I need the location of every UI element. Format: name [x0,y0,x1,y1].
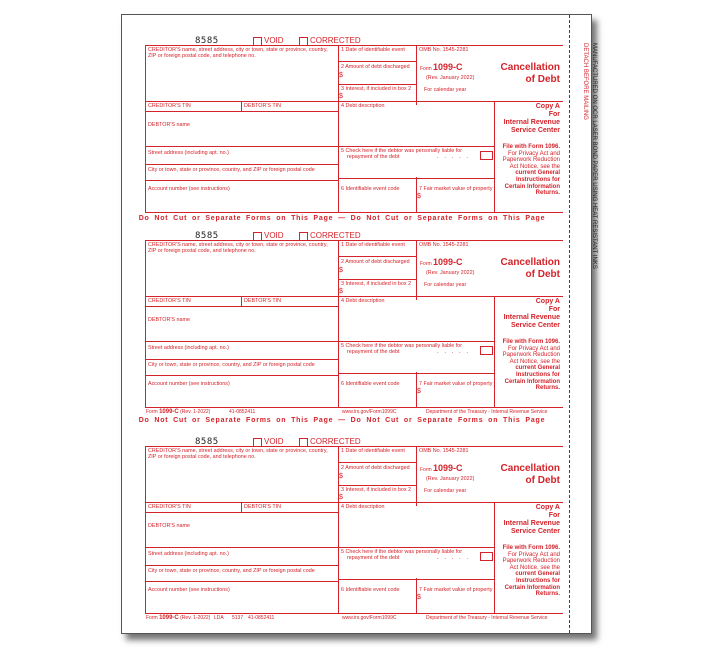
box5-label: 5 Check here if the debtor was personally liable for [341,549,463,555]
footer-cat: 41-0852411 [229,409,256,415]
box5-checkbox[interactable] [480,552,493,561]
footer-url: www.irs.gov/Form1099C [342,615,397,621]
omb-number: OMB No. 1545-2281 [419,448,469,454]
form-code: 8585 [195,231,219,241]
account-label: Account number (see instructions) [148,587,230,593]
box4-label: 4 Debt description [341,103,385,109]
footer-dept: Department of the Treasury - Internal Revenue Service [426,409,548,415]
calendar-year: For calendar year [424,488,467,494]
account-label: Account number (see instructions) [148,186,230,192]
corrected-label: CORRECTED [310,437,361,446]
form-sheet: DETACH BEFORE MAILING MANUFACTURED ON OCR LASER BOND PAPER USING HEAT RESISTANT INKS 8585 VOID CORRECTED CREDITOR'S name, street address, city or town, state or province, country, ZIP or foreign postal code, and telephone no. 1 Date of identifiable event OMB No. 1545-2281 2 Amount of debt discharged $ Form 1099-C (Rev. January 2022) 3 Interest, if included in box 2 $ For calendar year Cancellation of Debt CREDITOR'S TIN DEBTOR'S TIN 4 Debt description Copy A For Internal Revenue Service Center DEBTOR'S name File with Form 1096. For Privacy Act and Paperwork Reduction Act Notice, see the current General Instructions for Certain Information Returns. Street address (including apt. no.) 5 Check here if the debtor was personally liable for repayment of the debt . . . . . City or town, state or province, country, and ZIP or foreign postal code Account number (see instructions) 6 Identifiable event code 7 Fair market value of property $ Do Not Cut or Separate Forms on This Page — Do Not Cut or Separate Forms on This Page 8585 VOID CORRECTED CREDITOR'S name, street address, city or town, state or province, country, ZIP or foreign postal code, and telephone no. 1 Date of identifiable event OMB No. 1545-2281 2 Amount of debt discharged $ Form 1099-C (Rev. January 2022) 3 Interest, if included in box 2 $ For calendar year Cancellation of Debt CREDITOR'S TIN DEBTOR'S TIN 4 Debt description Copy A For Internal Revenue Service Center DEBTOR'S name File with Form 1096. For Privacy Act and Paperwork Reduction Act Notice, see the current General Instructions for Certain Information Returns. Street address (including apt. no.) 5 Check here if the debtor was personally liable for repayment of the debt . . . . . City or town, state or province, country, and ZIP or foreign postal code Account number (see instructions) 6 Identifiable event code 7 Fair market value of property $ Form 1099-C (Rev. 1-2022) 41-0852411 www.irs.gov/Form1099C Department of the Treasury - Internal Revenue Service Do Not Cut or Separate Forms on This Page — Do Not Cut or Separate Forms on This Page 8585 VOID CORRECTED CREDITOR'S name, street address, city or town, state or province, country, ZIP or foreign postal code, and telephone no. 1 Date of identifiable event OMB No. 1545-2281 2 Amount of debt discharged $ Form 1099-C (Rev. January 2022) 3 Interest, if included in box 2 $ For calendar year Cancellation of Debt CREDITOR'S TIN DEBTOR'S TIN 4 Debt description Copy A For Internal Revenue Service Center DEBTOR'S name File with Form 1096. For Privacy Act and Paperwork Reduction Act Notice, see the current General Instructions for Certain Information Returns. Street address (including apt. no.) 5 Check here if the debtor was personally liable for repayment of the debt . . . . . City or town, state or province, country, and ZIP or foreign postal code Account number (see instructions) 6 Identifiable event code 7 Fair market value of property $ Form 1099-C (Rev. 1-2022) LDA 5137 41-0852411 www.irs.gov/Form1099C Department of the Treasury - Internal Revenue Service [121,14,592,634]
copy-a-block: Copy A For Internal Revenue Service Center [503,298,560,329]
box5-checkbox[interactable] [480,346,493,355]
box7-dollar: $ [417,193,421,200]
box5-label-2: repayment of the debt [347,154,400,160]
box3-dollar: $ [339,93,343,100]
form-footer: Form 1099-C (Rev. 1-2022) [146,409,211,415]
omb-number: OMB No. 1545-2281 [419,242,469,248]
form-word: Form [420,261,432,267]
box3-dollar: $ [339,494,343,501]
footer-url: www.irs.gov/Form1099C [342,409,397,415]
creditor-tin-label: CREDITOR'S TIN [148,504,191,510]
debtor-name-label: DEBTOR'S name [148,523,190,529]
box5-label-2: repayment of the debt [347,555,400,561]
street-label: Street address (including apt. no.) [148,150,229,156]
form-code: 8585 [195,437,219,447]
void-label: VOID [264,36,284,45]
box6-label: 6 Identifiable event code [341,186,400,192]
instructions-block: File with Form 1096. For Privacy Act and Paperwork Reduction Act Notice, see the current General Instructions for Certain Information Returns. [502,545,560,598]
box7-dollar: $ [417,594,421,601]
omb-number: OMB No. 1545-2281 [419,47,469,53]
form-word: Form [420,467,432,473]
box1-label: 1 Date of identifiable event [341,242,405,248]
box2-label: 2 Amount of debt discharged [341,259,410,265]
box7-label: 7 Fair market value of property [419,381,493,387]
calendar-year: For calendar year [424,282,467,288]
form-number: 1099-C [433,62,463,72]
box4-label: 4 Debt description [341,504,385,510]
debtor-tin-label: DEBTOR'S TIN [244,298,282,304]
street-label: Street address (including apt. no.) [148,345,229,351]
box2-dollar: $ [339,267,343,274]
form-number: 1099-C [433,463,463,473]
box4-label: 4 Debt description [341,298,385,304]
creditor-tin-label: CREDITOR'S TIN [148,103,191,109]
revision: (Rev. January 2022) [426,270,475,276]
debtor-tin-label: DEBTOR'S TIN [244,103,282,109]
copy-a-block: Copy A For Internal Revenue Service Center [503,504,560,535]
revision: (Rev. January 2022) [426,75,475,81]
corrected-label: CORRECTED [310,36,361,45]
perforation-line [569,15,570,633]
form-code: 8585 [195,36,219,46]
box5-checkbox[interactable] [480,151,493,160]
debtor-name-label: DEBTOR'S name [148,122,190,128]
form-word: Form [420,66,432,72]
box7-dollar: $ [417,388,421,395]
do-not-cut-notice: Do Not Cut or Separate Forms on This Page — Do Not Cut or Separate Forms on This Page [138,417,546,424]
box2-label: 2 Amount of debt discharged [341,64,410,70]
box5-label: 5 Check here if the debtor was personally liable for [341,343,463,349]
box1-label: 1 Date of identifiable event [341,448,405,454]
box6-label: 6 Identifiable event code [341,381,400,387]
form-title: Cancellation of Debt [500,257,560,280]
form-number: 1099-C [433,257,463,267]
city-label: City or town, state or province, country, and ZIP or foreign postal code [148,568,315,574]
creditor-tin-label: CREDITOR'S TIN [148,298,191,304]
city-label: City or town, state or province, country, and ZIP or foreign postal code [148,362,315,368]
debtor-name-label: DEBTOR'S name [148,317,190,323]
copy-a-block: Copy A For Internal Revenue Service Center [503,103,560,134]
box3-label: 3 Interest, if included in box 2 [341,487,412,493]
box3-dollar: $ [339,288,343,295]
city-label: City or town, state or province, country, and ZIP or foreign postal code [148,167,315,173]
creditor-info-label: CREDITOR'S name, street address, city or town, state or province, country, ZIP or foreign postal code, and telephone no. [148,47,328,59]
creditor-info-label: CREDITOR'S name, street address, city or town, state or province, country, ZIP or foreign postal code, and telephone no. [148,448,328,460]
box3-label: 3 Interest, if included in box 2 [341,281,412,287]
form-title: Cancellation of Debt [500,62,560,85]
do-not-cut-notice: Do Not Cut or Separate Forms on This Page — Do Not Cut or Separate Forms on This Page [138,215,546,222]
void-label: VOID [264,231,284,240]
footer-cat: 41-0852411 [248,615,275,621]
box6-label: 6 Identifiable event code [341,587,400,593]
street-label: Street address (including apt. no.) [148,551,229,557]
box7-label: 7 Fair market value of property [419,587,493,593]
corrected-label: CORRECTED [310,231,361,240]
box3-label: 3 Interest, if included in box 2 [341,86,412,92]
footer-dept: Department of the Treasury - Internal Revenue Service [426,615,548,621]
debtor-tin-label: DEBTOR'S TIN [244,504,282,510]
revision: (Rev. January 2022) [426,476,475,482]
footer-5137: 5137 [232,615,244,621]
box2-dollar: $ [339,72,343,79]
box5-label: 5 Check here if the debtor was personally liable for [341,148,463,154]
calendar-year: For calendar year [424,87,467,93]
box7-label: 7 Fair market value of property [419,186,493,192]
box5-label-2: repayment of the debt [347,349,400,355]
creditor-info-label: CREDITOR'S name, street address, city or town, state or province, country, ZIP or foreign postal code, and telephone no. [148,242,328,254]
instructions-block: File with Form 1096. For Privacy Act and Paperwork Reduction Act Notice, see the current General Instructions for Certain Information Returns. [502,144,560,197]
manufactured-notice: MANUFACTURED ON OCR LASER BOND PAPER USING HEAT RESISTANT INKS [591,43,597,269]
form-footer: Form 1099-C (Rev. 1-2022) [146,615,211,621]
account-label: Account number (see instructions) [148,381,230,387]
footer-lda: LDA [214,615,224,621]
void-label: VOID [264,437,284,446]
instructions-block: File with Form 1096. For Privacy Act and Paperwork Reduction Act Notice, see the current General Instructions for Certain Information Returns. [502,339,560,392]
form-title: Cancellation of Debt [500,463,560,486]
box2-dollar: $ [339,473,343,480]
box1-label: 1 Date of identifiable event [341,47,405,53]
detach-notice: DETACH BEFORE MAILING [582,43,588,120]
box2-label: 2 Amount of debt discharged [341,465,410,471]
